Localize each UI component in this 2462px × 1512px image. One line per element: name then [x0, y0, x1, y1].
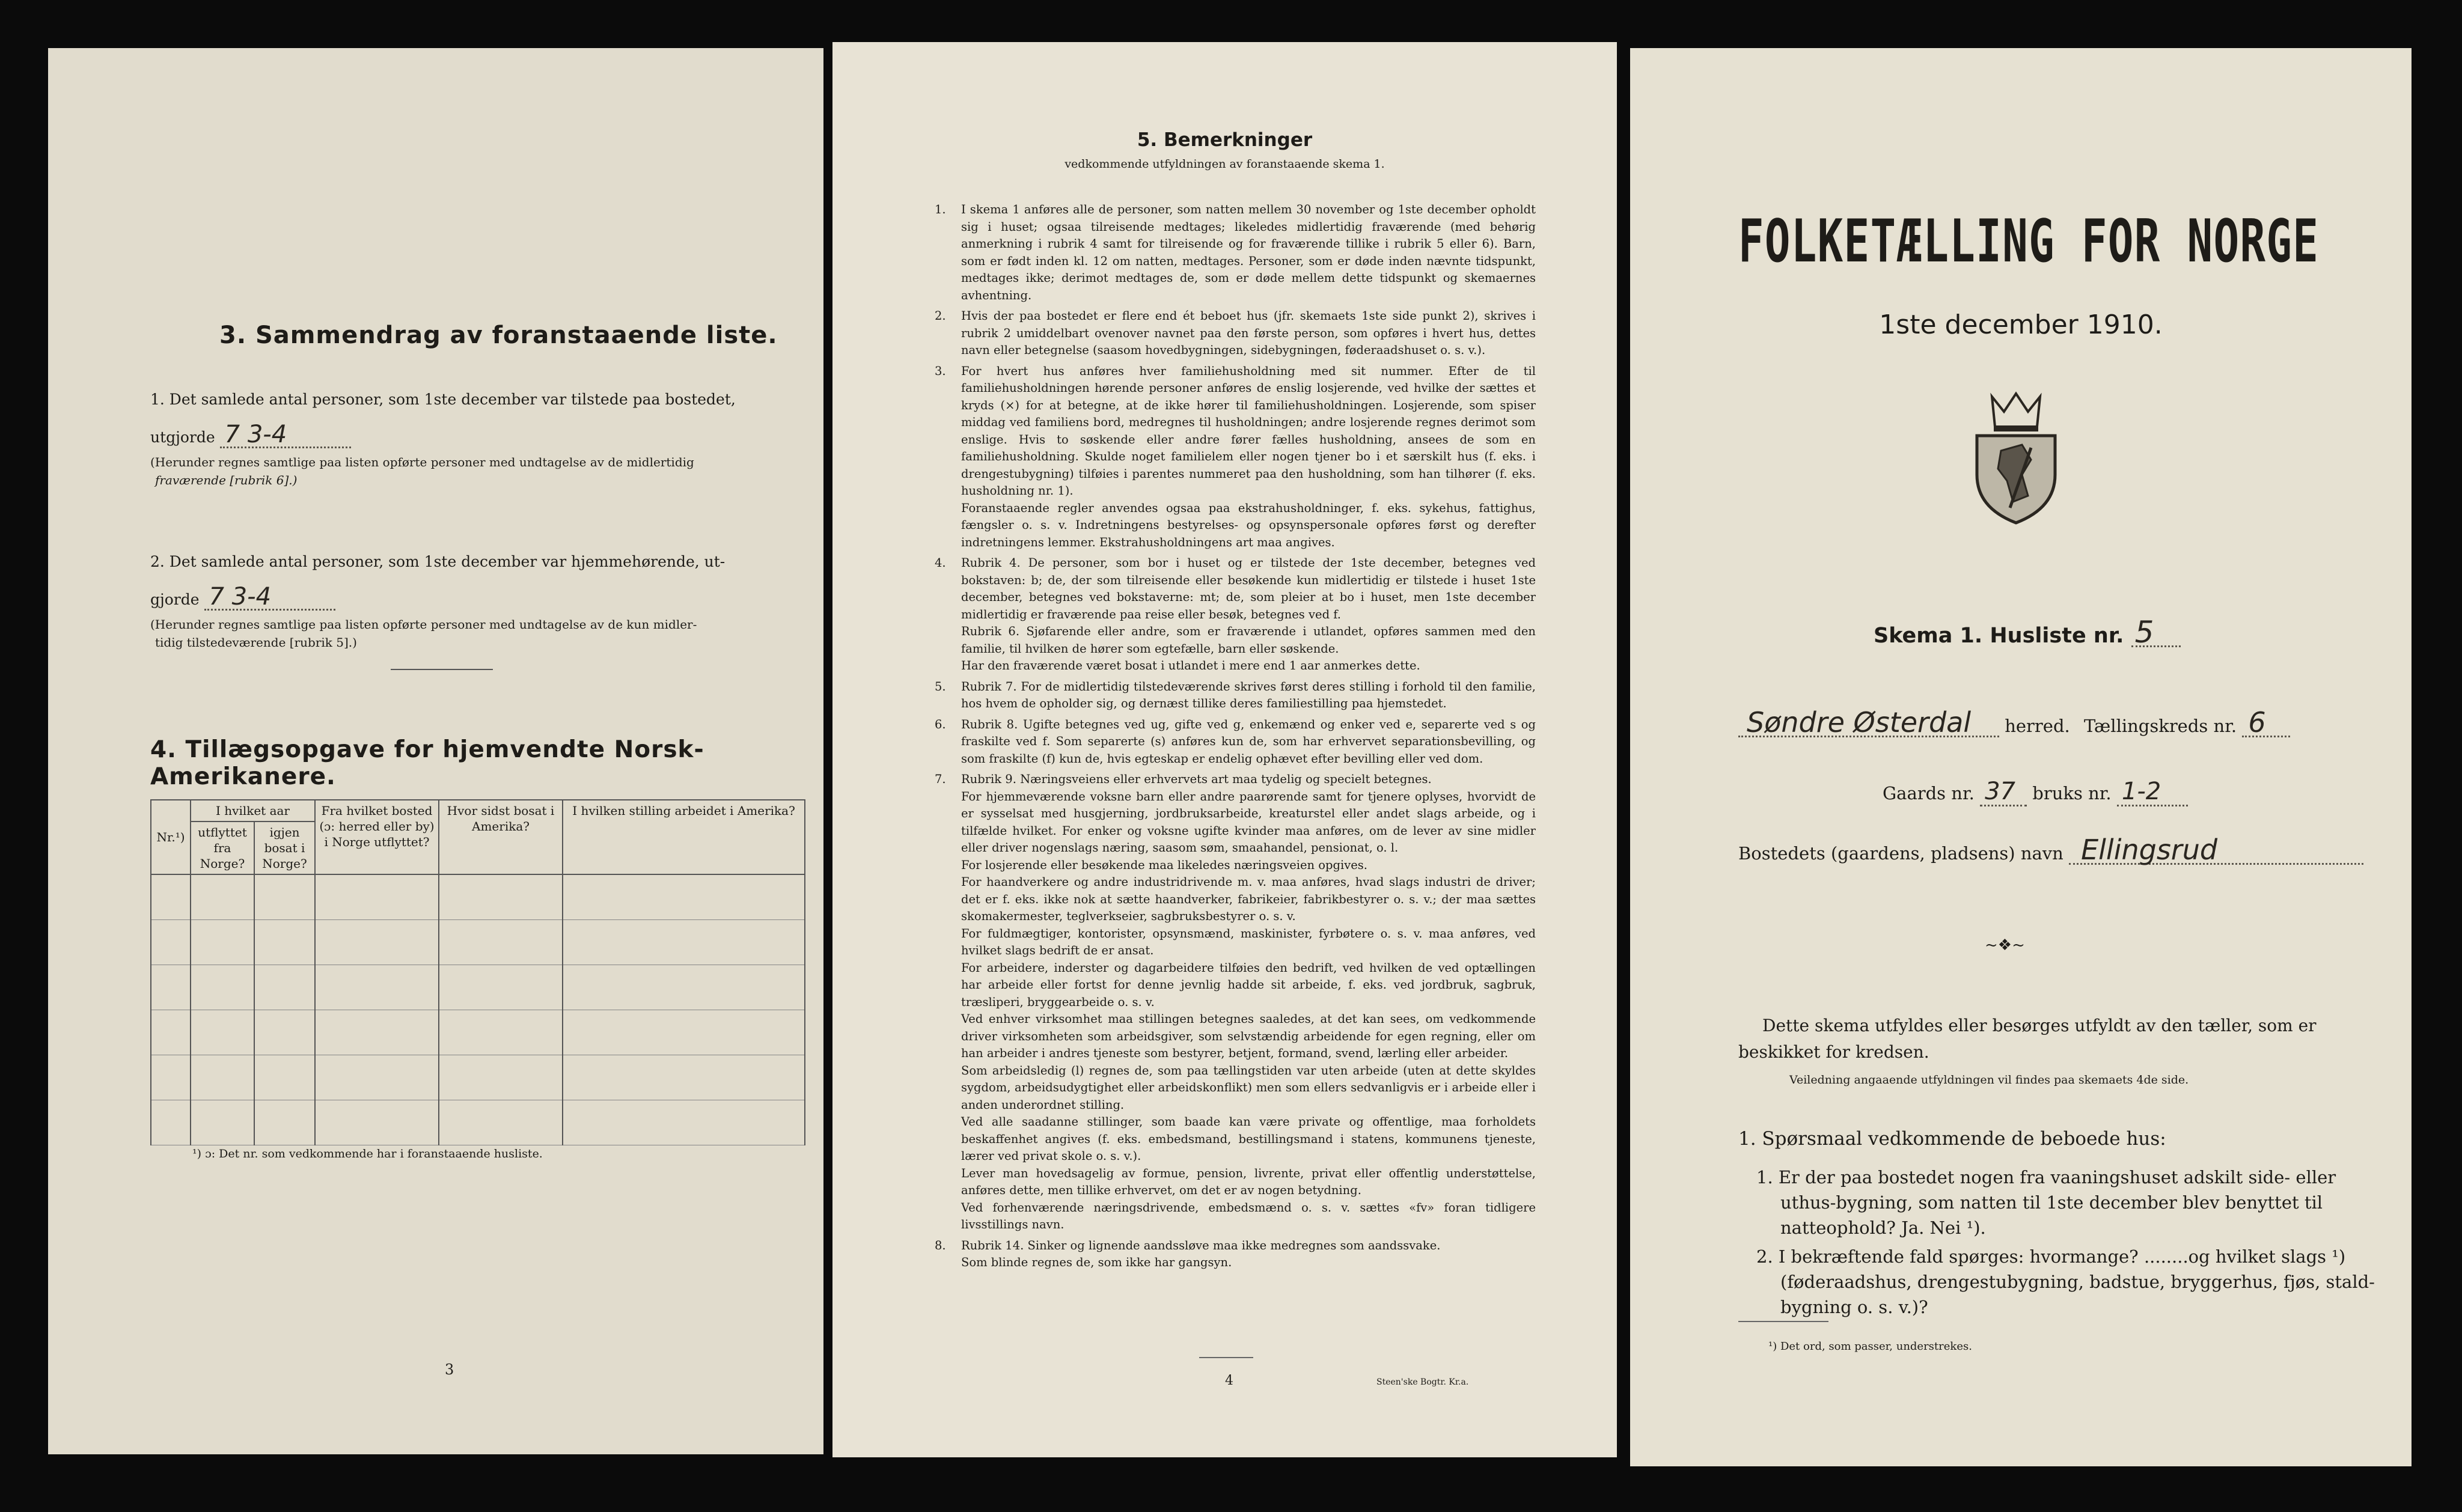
middle-page [832, 42, 1617, 1457]
col-emigrated: utflyttet fra Norge? [191, 822, 254, 874]
table-row [151, 965, 805, 1010]
item1-value: 7 3-4 [220, 422, 351, 448]
bosted-label: Bostedets (gaardens, pladsens) navn [1738, 843, 2063, 864]
item2-note [150, 615, 799, 651]
gaards-line [1883, 778, 2188, 806]
remark-text: I skema 1 anføres alle de personer, som natten mellem 30 november og 1ste december opholdt sig i huset; ogsaa tilreisende medtages; likeledes midlertidig fraværende (med behørig anmerkning i rubrik 4 samt for tilreisende og for fraværende tillike i rubrik 5 eller 6). Barn, som er født inden kl. 12 om natten, medtages. Personer, som er døde inden nævnte tidspunkt, medtages ikke; derimot medtages de, som er døde mellem dette tidspunkt og skemaernes avhentning. [961, 203, 1536, 302]
table-row [151, 1010, 805, 1055]
table-row [151, 874, 805, 920]
section3-heading: 3. Sammendrag av foranstaaende liste. [219, 322, 778, 349]
remark-number: 5. [935, 679, 946, 694]
questions-heading: 1. Spørsmaal vedkommende de beboede hus: [1738, 1128, 2166, 1150]
bosted-line [1738, 834, 2399, 867]
section3-item2 [150, 550, 799, 651]
ornament-icon: ~❖~ [1985, 936, 2025, 954]
document-title: FOLKETÆLLING FOR NORGE [1738, 207, 2320, 276]
herred-line [1738, 706, 2375, 739]
right-page [1630, 48, 2412, 1466]
remark-number: 7. [935, 772, 946, 786]
question-2 [1756, 1244, 2393, 1320]
col-returned: igjen bosat i Norge? [254, 822, 315, 874]
item1-prefix: utgjorde [150, 428, 215, 446]
remark-number: 4. [935, 556, 946, 570]
section4-heading: 4. Tillægsopgave for hjemvendte Norsk-Amerikanere. [150, 736, 704, 790]
col-occupation: I hvilken stilling arbeidet i Amerika? [563, 800, 805, 874]
q2-line1: 2. I bekræftende fald spørges: hvormange? ........og hvilket slags ¹) [1756, 1246, 2346, 1267]
bosted-value: Ellingsrud [2069, 837, 2363, 865]
remark-number: 8. [935, 1238, 946, 1252]
col-nr: Nr.¹) [151, 800, 191, 874]
schema-label: Skema 1. Husliste nr. [1874, 624, 2124, 648]
remark-item [935, 678, 1536, 713]
coat-of-arms-emblem [1965, 385, 2067, 528]
instruction [1738, 1013, 2384, 1065]
item2-note-line1: (Herunder regnes samtlige paa listen opførte personer med undtagelse av de kun midler- [150, 617, 697, 632]
norsk-amerikanere-table [150, 799, 805, 1145]
table-row [151, 1100, 805, 1145]
kreds-label: Tællingskreds nr. [2083, 716, 2237, 736]
gaards-label: Gaards nr. [1883, 783, 1975, 803]
remark-item [935, 716, 1536, 768]
q2-line3: bygning o. s. v.)? [1780, 1297, 1928, 1317]
table-row [151, 1055, 805, 1100]
remark-number: 2. [935, 309, 946, 323]
item2-text: 2. Det samlede antal personer, som 1ste december var hjemmehørende, ut- [150, 553, 725, 570]
item1-note [150, 453, 799, 489]
item1-note-line1: (Herunder regnes samtlige paa listen opførte personer med undtagelse av de midlertidig [150, 455, 694, 469]
husliste-number: 5 [2131, 619, 2181, 647]
q1-line2: uthus-bygning, som natten til 1ste december blev benyttet til [1780, 1192, 2323, 1213]
remark-text: Rubrik 4. De personer, som bor i huset og er tilstede der 1ste december, betegnes ved bokstaven: b; de, der som tilreisende eller besøkende kun midlertidig er tilstede i huset 1ste december, betegnes ved bokstaverne: mt; de, som pleier at bo i huset, men 1ste december midlertidig er fraværende paa reise eller besøk, betegnes ved f. Rubrik 6. Sjøfarende eller andre, som er fraværende i utlandet, opføres sammen med den familie, til hvilken de hører som egtefælle, barn eller søskende. Har den fraværende været bosat i utlandet i mere end 1 aar anmerkes dette. [961, 556, 1536, 672]
herred-value: Søndre Østerdal [1738, 709, 1999, 737]
schema-line [1874, 615, 2181, 650]
divider [391, 669, 493, 670]
col-last-place: Hvor sidst bosat i Amerika? [439, 800, 563, 874]
remark-item [935, 201, 1536, 304]
right-footnote: ¹) Det ord, som passer, understrekes. [1768, 1340, 1972, 1353]
q1-line3: natteophold? Ja. Nei ¹). [1780, 1218, 1986, 1238]
remark-text: For hvert hus anføres hver familiehusholdning med sit nummer. Efter de til familiehusholdningen hørende personer anføres de enslig losjerende, ved hvilke der sættes et kryds (×) for at betegne, at de ikke hører til familiehusholdningen. Losjerende, som spiser middag ved familiens bord, medregnes til husholdningen; andre losjerende regnes derimot som enslige. Hvis to søskende eller andre fører fælles husholdning, ansees de som en familiehusholdning. Skulde noget familielem eller nogen tjener bo i et særskilt hus (f. eks. i drengestubygning) tilføies i parentes nummeret paa den husholdning, som han tilhører (f. eks. husholdning nr. 1). Foranstaaende regler anvendes ogsaa paa ekstrahusholdninger, f. eks. sykehus, fattighus, fængsler o. s. v. Indretningens bestyrelses- og opsynspersonale opføres først og derefter indretningens lemmer. Ekstrahusholdningens art maa angives. [961, 364, 1536, 549]
document-date: 1ste december 1910. [1879, 309, 2163, 340]
section3-item1 [150, 388, 799, 489]
remark-text: Rubrik 9. Næringsveiens eller erhvervets art maa tydelig og specielt betegnes. For hjemmeværende voksne barn eller andre paarørende samt for tjenere oplyses, hvorvidt de er sysselsat med husgjerning, jordbruksarbeide, kreaturstel eller andet slags arbeide, og i tilfælde hvilket. For enker og voksne ugifte kvinder maa anføres, om de lever av sine midler eller driver nogenslags næring, saasom søm, smaahandel, pensionat, o. l. For losjerende eller besøkende maa likeledes næringsveien opgives. For haandverkere og andre industridrivende m. v. maa anføres, hvad slags industri de driver; det er f. eks. ikke nok at sætte haandverker, fabrikeier, fabrikbestyrer o. s. v.; der maa sættes skomakermester, teglverkseier, sagbruksbestyrer o. s. v. For fuldmægtiger, kontorister, opsynsmænd, maskinister, fyrbøtere o. s. v. maa anføres, ved hvilket slags bedrift de er ansat. For arbeidere, inderster og dagarbeidere tilføies den bedrift, ved hvilken de ved optællingen har arbeide eller fortst for denne jevnlig hadde sit arbeide, f. eks. ved jordbruk, sagbruk, træsliperi, bryggearbeide o. s. v. Ved enhver virksomhet maa stillingen betegnes saaledes, at det kan sees, om vedkommende driver virksomheten som arbeidsgiver, som selvstændig arbeidende for egen regning, eller om han arbeider i andres tjeneste som bestyrer, betjent, formand, svend, lærling eller arbeider. Som arbeidsledig (l) regnes de, som paa tællingstiden var uten arbeide (uten at dette skyldes sygdom, arbeidsudygtighet eller arbeidskonflikt) men som ellers sedvanligvis er i arbeide eller i anden underordnet stilling. Ved alle saadanne stillinger, som baade kan være private og offentlige, maa forholdets beskaffenhet angives (f. eks. embedsmand, bestillingsmand i statens, kommunens tjeneste, lærer ved privat skole o. s. v.). Lever man hovedsagelig av formue, pension, livrente, privat eller offentlig understøttelse, anføres dette, men tillike erhvervet, om det er av nogen betydning. Ved forhenværende næringsdrivende, embedsmænd o. s. v. sættes «fv» foran tidligere livsstillings navn. [961, 772, 1536, 1231]
bruks-value: 1-2 [2117, 778, 2188, 806]
item1-note-line2: fraværende [rubrik 6].) [155, 473, 298, 487]
page-number: 4 [1225, 1373, 1233, 1388]
remark-text: Hvis der paa bostedet er flere end ét beboet hus (jfr. skemaets 1ste side punkt 2), skrives i rubrik 2 umiddelbart ovenover navnet paa den første person, som opføres i hvert hus, dettes navn eller betegnelse (saasom hovedbygningen, sidebygningen, føderaadshuset o. s. v.). [961, 309, 1536, 357]
remarks-list [935, 201, 1536, 1275]
question-1 [1756, 1165, 2393, 1240]
remark-item [935, 308, 1536, 359]
herred-label: herred. [2005, 716, 2070, 736]
remarks-heading: 5. Bemerkninger [1137, 129, 1313, 151]
left-page [48, 48, 823, 1454]
col-from-place: Fra hvilket bosted (ɔ: herred eller by) i Norge utflyttet? [315, 800, 439, 874]
bruks-label: bruks nr. [2032, 783, 2112, 803]
item2-value: 7 3-4 [204, 585, 335, 611]
item2-prefix: gjorde [150, 591, 200, 608]
page-number: 3 [445, 1361, 454, 1378]
kreds-value: 6 [2242, 709, 2290, 737]
remark-item [935, 363, 1536, 552]
item2-note-line2: tidig tilstedeværende [rubrik 5].) [155, 635, 357, 650]
col-year-group: I hvilket aar [191, 800, 315, 822]
remark-text: Rubrik 7. For de midlertidig tilstedeværende skrives først deres stilling i forhold til den familie, hos hvem de opholder sig, og dernæst tillike deres familiestilling paa hjemstedet. [961, 679, 1536, 710]
remark-item [935, 1237, 1536, 1272]
q2-line2: (føderaadshus, drengestubygning, badstue, bryggerhus, fjøs, stald- [1780, 1272, 2375, 1292]
printer-mark: Steen'ske Bogtr. Kr.a. [1376, 1377, 1469, 1387]
q1-line1: 1. Er der paa bostedet nogen fra vaaningshuset adskilt side- eller [1756, 1167, 2336, 1187]
gaards-value: 37 [1980, 778, 2027, 806]
item1-text: 1. Det samlede antal personer, som 1ste december var tilstede paa bostedet, [150, 391, 736, 408]
remark-number: 3. [935, 364, 946, 378]
section4-footnote: ¹) ɔ: Det nr. som vedkommende har i foranstaaende husliste. [192, 1147, 543, 1160]
remark-number: 1. [935, 203, 946, 216]
remark-text: Rubrik 8. Ugifte betegnes ved ug, gifte ved g, enkemænd og enker ved e, separerte ved s og fraskilte ved f. Som separerte (s) anføres kun de, som har erhvervet separationsbevilling, og som fraskilte (f) kun de, hvis egteskap er endelig ophævet efter bevilling eller ved dom. [961, 717, 1536, 766]
instruction-line1: Dette skema utfyldes eller besørges utfyldt av den tæller, som er [1762, 1016, 2317, 1035]
divider [1738, 1321, 1828, 1322]
remark-number: 6. [935, 717, 946, 731]
divider [1199, 1357, 1253, 1358]
guide-note: Veiledning angaaende utfyldningen vil findes paa skemaets 4de side. [1789, 1073, 2189, 1087]
remark-item [935, 555, 1536, 675]
table-row [151, 920, 805, 965]
remark-item [935, 771, 1536, 1234]
remarks-subheading: vedkommende utfyldningen av foranstaaende skema 1. [1065, 157, 1385, 171]
instruction-line2: beskikket for kredsen. [1738, 1042, 1929, 1062]
remark-text: Rubrik 14. Sinker og lignende aandssløve maa ikke medregnes som aandssvake. Som blinde regnes de, som ikke har gangsyn. [961, 1238, 1441, 1269]
